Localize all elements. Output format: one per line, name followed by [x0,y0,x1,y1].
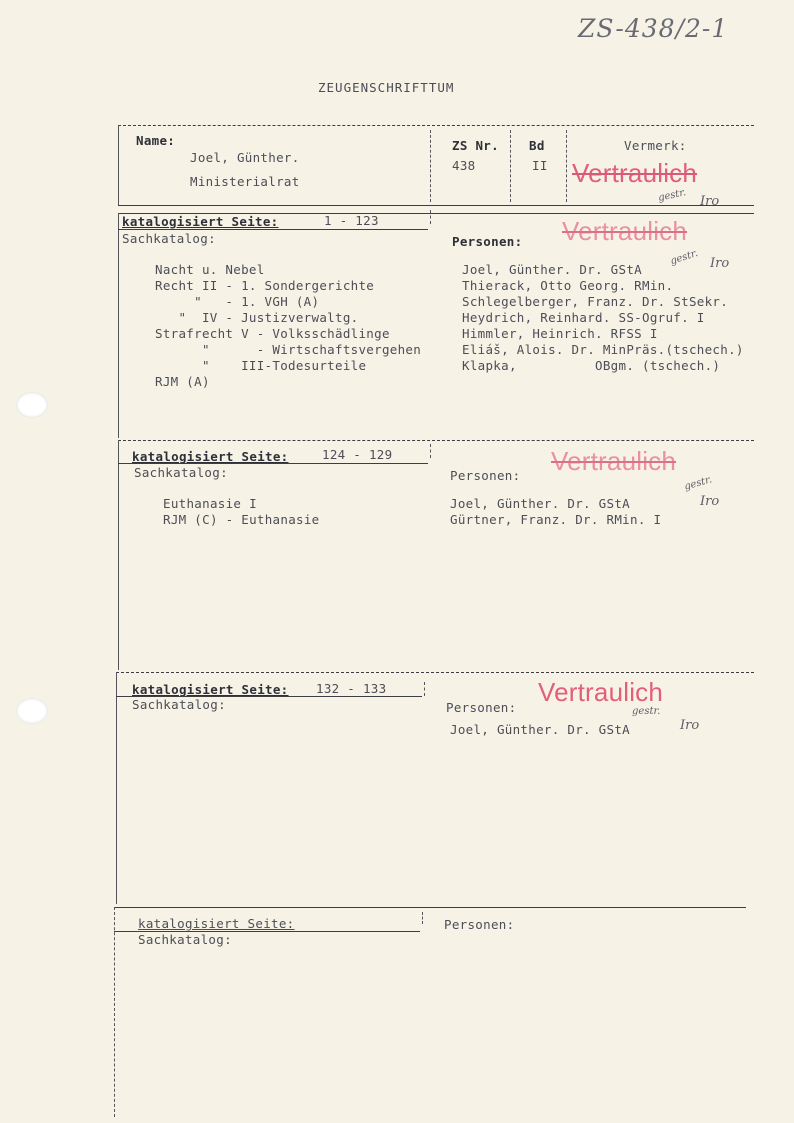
confidential-stamp-2: Vertraulich [551,446,677,476]
header-col-rule-2 [510,130,511,202]
initials-2: Iro [700,494,720,509]
section-1-mark [430,210,431,224]
initials-1: Iro [710,256,730,271]
section-1-sach-item-2: Recht II - 1. Sondergerichte [155,278,375,293]
section-1-sach-item-5: Strafrecht V - Volksschädlinge [155,326,390,341]
zs-value: 438 [452,158,476,173]
header-col-rule-3 [566,130,567,202]
zs-label: ZS Nr. [452,138,499,153]
section-3-sach-label: Sachkatalog: [132,697,226,712]
header-col-rule-1 [430,130,431,202]
section-1-person-7: Klapka, OBgm. (tschech.) [462,358,721,373]
section-1-sach-item-1: Nacht u. Nebel [155,262,265,277]
section-4-left-rule [114,907,115,1117]
bd-value: II [532,158,548,173]
section-1-sach-item-4: " IV - Justizverwaltg. [155,310,359,325]
vermerk-label: Vermerk: [624,138,687,153]
section-2-mark [430,444,431,458]
punch-hole-top [16,392,48,418]
section-2-sach-item-1: Euthanasie I [163,496,257,511]
section-1-pers-label: Personen: [452,234,523,249]
section-1-pages: 1 - 123 [324,213,379,228]
initials-3: Iro [680,718,700,733]
section-1-person-3: Schlegelberger, Franz. Dr. StSekr. [462,294,729,309]
section-4-mark [422,912,423,924]
bd-label: Bd [529,138,545,153]
archive-reference: ZS-438/2-1 [578,14,729,43]
section-4-sach-label: Sachkatalog: [138,932,232,947]
section-4-kat-label: katalogisiert Seite: [138,916,295,931]
hand-note-header: gestr. [657,187,688,204]
section-4-pers-label: Personen: [444,917,515,932]
document-title: ZEUGENSCHRIFTTUM [318,80,455,95]
header-bottom-rule [118,205,754,206]
section-1-sach-item-7: " III-Todesurteile [155,358,367,373]
section-4-rule-top [114,907,746,908]
section-1-person-4: Heydrich, Reinhard. SS-Ogruf. I [462,310,705,325]
section-2-person-1: Joel, Günther. Dr. GStA [450,496,630,511]
section-3-person-1: Joel, Günther. Dr. GStA [450,722,630,737]
section-3-mark [424,682,425,696]
section-3-rule-top [116,672,754,673]
section-1-left-rule [118,213,119,438]
section-2-underline [118,463,428,464]
header-left-rule [118,125,119,205]
section-2-rule-top [118,440,754,441]
section-2-pages: 124 - 129 [322,447,393,462]
section-1-kat-label: katalogisiert Seite: [122,214,279,229]
confidential-stamp-header: Vertraulich [572,158,698,188]
section-3-pers-label: Personen: [446,700,517,715]
hand-note-3: gestr. [632,706,661,717]
section-1-person-1: Joel, Günther. Dr. GStA [462,262,642,277]
rank-value: Ministerialrat [190,174,300,189]
name-label: Name: [136,133,176,148]
confidential-stamp-3: Vertraulich [538,677,664,707]
punch-hole-bottom [16,698,48,724]
section-2-sach-item-2: RJM (C) - Euthanasie [163,512,320,527]
hand-note-1: gestr. [668,247,700,268]
section-1-sach-item-3: " - 1. VGH (A) [155,294,320,309]
section-1-underline [118,229,428,230]
section-1-sach-item-6: " - Wirtschaftsvergehen [155,342,422,357]
section-2-sach-label: Sachkatalog: [134,465,228,480]
section-1-person-6: Eliáš, Alois. Dr. MinPräs.(tschech.) [462,342,744,357]
section-2-pers-label: Personen: [450,468,521,483]
section-2-kat-label: katalogisiert Seite: [132,449,289,464]
section-2-left-rule [118,440,119,670]
section-3-left-rule [116,672,117,904]
section-1-sach-label: Sachkatalog: [122,231,216,246]
initials-header: Iro [700,194,720,209]
section-3-pages: 132 - 133 [316,681,387,696]
hand-note-2: gestr. [683,474,714,493]
confidential-stamp-1: Vertraulich [562,216,688,246]
section-1-person-5: Himmler, Heinrich. RFSS I [462,326,658,341]
section-1-person-2: Thierack, Otto Georg. RMin. [462,278,674,293]
section-2-person-2: Gürtner, Franz. Dr. RMin. I [450,512,662,527]
section-3-kat-label: katalogisiert Seite: [132,682,289,697]
name-value: Joel, Günther. [190,150,300,165]
section-1-sach-item-8: RJM (A) [155,374,210,389]
header-top-rule [118,125,754,126]
